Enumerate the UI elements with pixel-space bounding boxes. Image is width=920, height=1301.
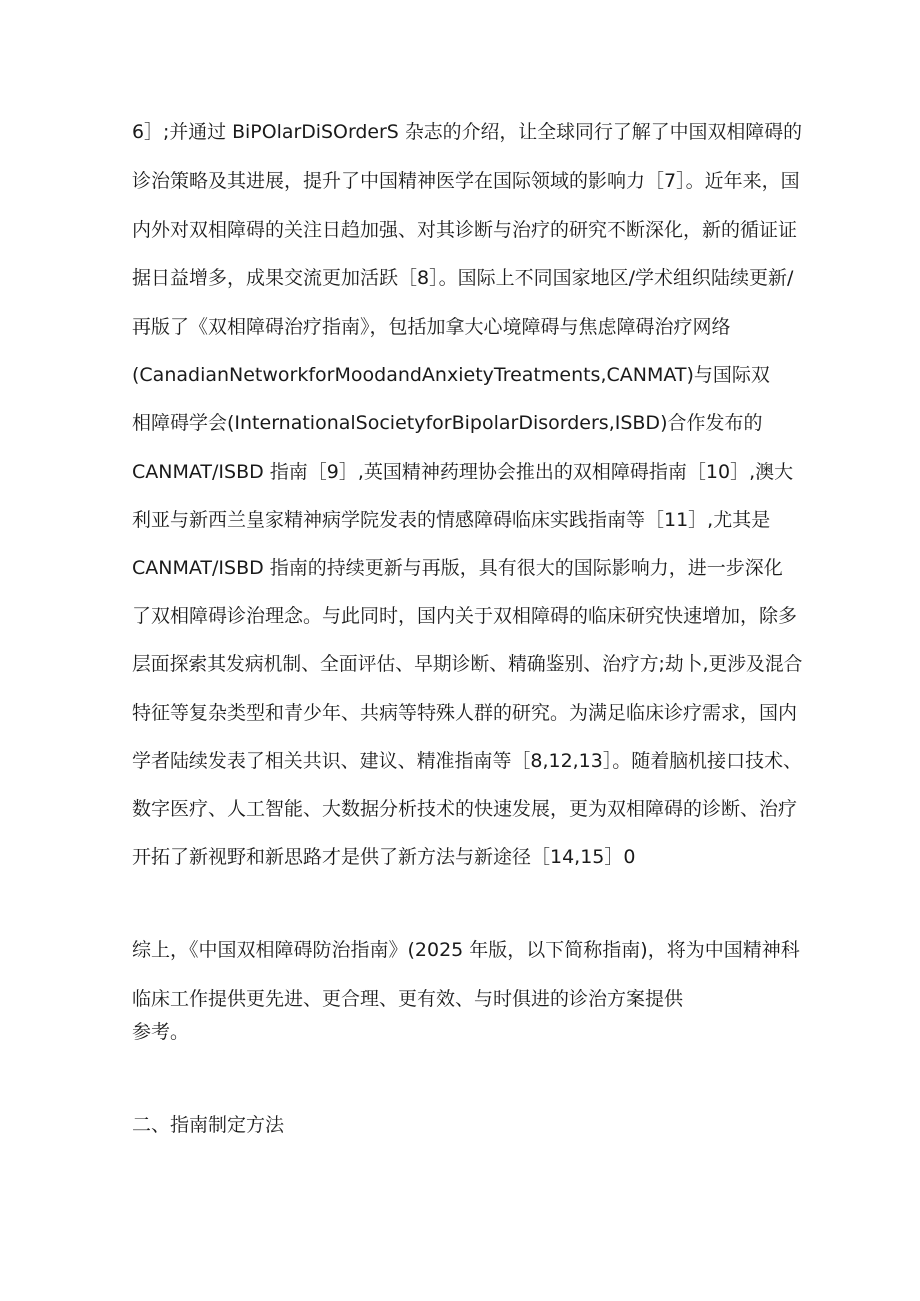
text-line: 层面探索其发病机制、全面评估、早期诊断、精确鉴别、治疗方;劫卜,更涉及混合 — [132, 653, 803, 675]
text-line: (CanadianNetworkforMoodandAnxietyTreatments,CANMAT)与国际双 — [132, 364, 770, 386]
text-line: 利亚与新西兰皇家精神病学院发表的情感障碍临床实践指南等［11］,尤其是 — [132, 509, 771, 531]
text-line: 据日益增多，成果交流更加活跃［8］。国际上不同国家地区/学术组织陆续更新/ — [132, 267, 794, 289]
text-line: 诊治策略及其进展，提升了中国精神医学在国际领域的影响力［7］。近年来，国 — [132, 170, 800, 192]
text-line: 了双相障碍诊治理念。与此同时，国内关于双相障碍的临床研究快速增加，除多 — [132, 605, 798, 627]
text-line: 学者陆续发表了相关共识、建议、精准指南等［8,12,13］。随着脑机接口技术、 — [132, 750, 803, 772]
text-line: 特征等复杂类型和青少年、共病等特殊人群的研究。为满足临床诊疗需求，国内 — [132, 702, 798, 724]
text-line: 临床工作提供更先进、更合理、更有效、与时俱进的诊治方案提供 — [132, 988, 684, 1010]
text-line: 数字医疗、人工智能、大数据分析技术的快速发展，更为双相障碍的诊断、治疗 — [132, 798, 798, 820]
text-line: 开拓了新视野和新思路才是供了新方法与新途径［14,15］0 — [132, 846, 636, 868]
text-line: 6］;并通过 BiPOlarDiSOrderS 杂志的介绍，让全球同行了解了中国双相障碍的 — [132, 121, 803, 143]
text-line: 参考。 — [132, 1021, 190, 1043]
text-line: 综上，《中国双相障碍防治指南》(2025 年版，以下简称指南)，将为中国精神科 — [132, 939, 800, 961]
text-line: CANMAT/ISBD 指南［9］,英国精神药理协会推出的双相障碍指南［10］,澳大 — [132, 461, 794, 483]
text-line: 相障碍学会(InternationalSocietyforBipolarDisorders,ISBD)合作发布的 — [132, 412, 763, 434]
section-heading: 二、指南制定方法 — [132, 1114, 285, 1136]
text-line: 再版了《双相障碍治疗指南》，包括加拿大心境障碍与焦虑障碍治疗网络 — [132, 316, 731, 338]
text-line: 内外对双相障碍的关注日趋加强、对其诊断与治疗的研究不断深化，新的循证证 — [132, 219, 798, 241]
text-line: CANMAT/ISBD 指南的持续更新与再版，具有很大的国际影响力，进一步深化 — [132, 557, 783, 579]
